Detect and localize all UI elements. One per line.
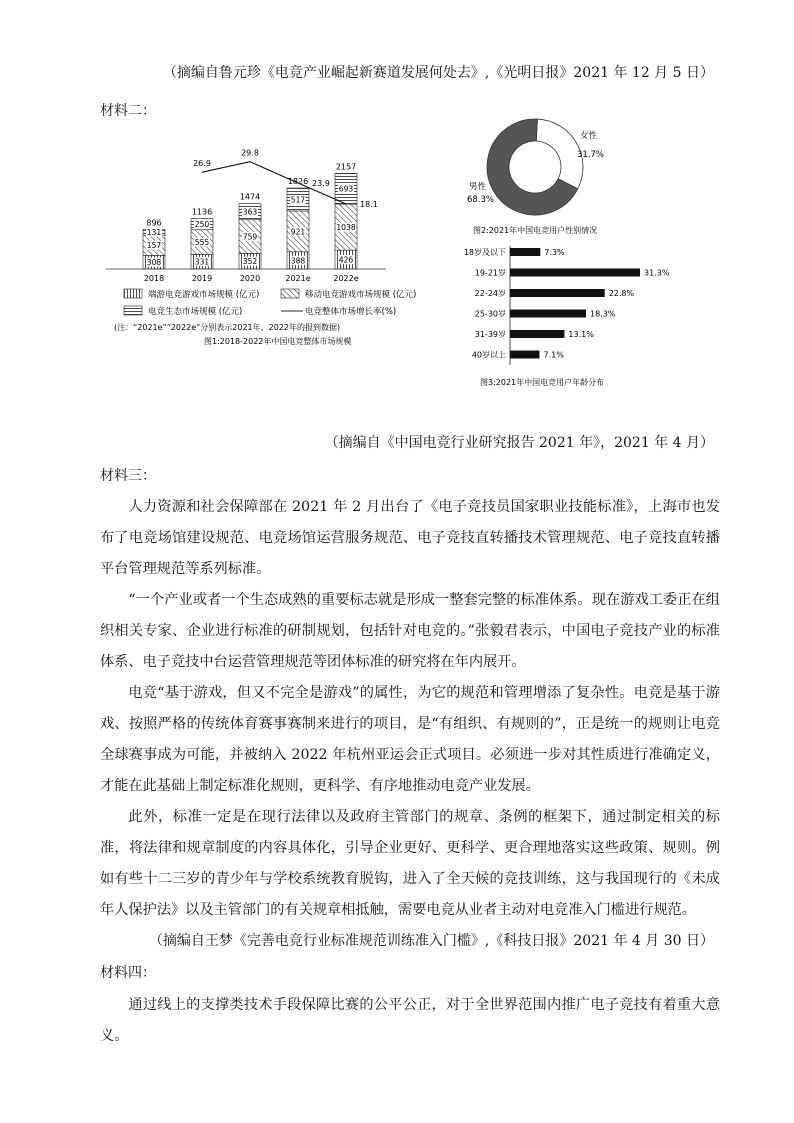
x-tick-label: 2018 <box>143 274 165 283</box>
paragraph-3: 电竞“基于游戏，但又不完全是游戏”的属性，为它的规范和管理增添了复杂性。电竞是基于游戏、按照严格的传统体育赛事赛制来进行的项目，是“有组织、有规则的”，正是统一的规则让电竞全球赛事成为可能，并被纳入 2022 年杭州亚运会正式项目。必须进一步对其性质进行准确定义，才能在此基础上制定标准化规则，更科学、有序地推动电竞产业发展。 <box>100 685 720 794</box>
paragraph-5: 通过线上的支撑类技术手段保障比赛的公平公正，对于全世界范围内推广电子竞技有着重大意义。 <box>100 997 720 1044</box>
female-value: 31.7% <box>577 150 605 160</box>
data-label: 517 <box>290 195 306 205</box>
paragraph-4: 此外，标准一定是在现行法律以及政府主管部门的规章、条例的框架下，通过制定相关的标准，将法律和规章制度的内容具体化，引导企业更好、更科学、更合理地落实这些政策、规则。例如有些十二三岁的青少年与学校系统教育脱钩，进入了全天候的竞技训练，这与我国现行的《未成年人保护法》以及主管部门的有关规章相抵触，需要电竞从业者主动对电竞准入门槛进行规范。 <box>100 809 720 918</box>
chart-3-title: 图3:2021年中国电竞用户年龄分布 <box>480 378 605 387</box>
y-tick-label: 18岁及以下 <box>463 248 506 257</box>
gender-chart <box>455 110 705 240</box>
growth-label: 18.1 <box>360 199 378 209</box>
data-label: 250 <box>194 220 210 230</box>
y-tick-label: 22-24岁 <box>474 289 506 298</box>
data-label: 1038 <box>336 223 356 233</box>
age-chart <box>440 243 710 393</box>
female-label: 女性 <box>580 131 598 141</box>
total-label: 2157 <box>335 162 357 172</box>
bar-value-label: 7.3% <box>544 248 565 257</box>
data-label: 363 <box>242 207 258 217</box>
data-label: 759 <box>242 232 258 242</box>
legend-growth: 电竞整体市场增长率(%) <box>305 307 397 317</box>
material-4-label: 材料四： <box>100 965 156 981</box>
legend-mobile: 移动电竞游戏市场规模 (亿元) <box>305 290 417 300</box>
data-label: 693 <box>338 184 354 194</box>
market-size-chart <box>96 148 446 348</box>
paragraph-2: “一个产业或者一个生态成熟的重要标志就是形成一整套完整的标准体系。现在游戏工委正在组织相关专家、企业进行标准的研制规划，包括针对电竞的。”张毅君表示，中国电子竞技产业的标准体系、电子竞技中台运营管理规范等团体标准的研究将在年内展开。 <box>100 592 720 670</box>
bar-value-label: 18.3% <box>590 309 616 319</box>
y-tick-label: 25-30岁 <box>474 309 506 319</box>
x-tick-label: 2022e <box>333 274 359 283</box>
material-2-label: 材料二： <box>100 103 156 119</box>
bar-value-label: 22.8% <box>608 289 635 298</box>
source-line-2: （摘编自《中国电竞行业研究报告 2021 年》，2021 年 4 月） <box>324 435 714 451</box>
legend-pc: 端游电竞游戏市场规模 (亿元) <box>148 290 260 300</box>
x-tick-label: 2021e <box>285 274 311 283</box>
data-label: 388 <box>290 256 306 266</box>
chart-2-title: 图2:2021年中国电竞用户性别情况 <box>473 226 598 235</box>
data-label: 352 <box>242 257 258 267</box>
total-label: 1826 <box>287 177 309 187</box>
age-bar <box>510 248 540 256</box>
pie-slice-female <box>536 119 583 189</box>
total-label: 1136 <box>191 207 213 217</box>
chart-1-title: 图1:2018-2022年中国电竞整体市场规模 <box>204 337 352 346</box>
legend-eco: 电竞生态市场规模 (亿元) <box>148 307 243 317</box>
age-bar <box>510 289 605 297</box>
data-label: 331 <box>194 257 210 267</box>
source-line-1: （摘编自鲁元珍《电竞产业崛起新赛道发展何处去》,《光明日报》2021 年 12 月 5 日） <box>162 65 714 81</box>
data-label: 921 <box>290 227 306 237</box>
male-value: 68.3% <box>467 195 495 205</box>
data-label: 555 <box>194 238 210 248</box>
material-3-label: 材料三： <box>100 468 156 484</box>
age-bar <box>510 351 539 359</box>
x-tick-label: 2019 <box>191 274 213 283</box>
y-tick-label: 19-21岁 <box>474 268 506 278</box>
x-tick-label: 2020 <box>239 274 261 283</box>
growth-label: 23.9 <box>312 178 330 188</box>
data-label: 426 <box>338 255 354 265</box>
growth-label: 29.8 <box>241 148 259 158</box>
legend-swatch-pc <box>124 289 142 298</box>
source-line-3: （摘编自王梦《完善电竞行业标准规范训练准入门槛》,《科技日报》2021 年 4 月 30 日） <box>148 933 714 949</box>
data-label: 157 <box>146 241 162 251</box>
bar-value-label: 31.3% <box>644 268 670 278</box>
y-tick-label: 40岁以上 <box>471 350 506 360</box>
chart-note: (注：“2021e”“2022e”分别表示2021年、2022年的报到数据) <box>114 323 341 332</box>
male-label: 男性 <box>469 182 487 192</box>
data-label: 308 <box>146 258 162 268</box>
legend-swatch-mobile <box>281 289 299 298</box>
bar-value-label: 7.1% <box>543 350 564 360</box>
total-label: 896 <box>146 218 162 228</box>
age-bar <box>510 269 640 277</box>
data-label: 131 <box>146 228 162 238</box>
age-bar <box>510 330 564 338</box>
paragraph-1: 人力资源和社会保障部在 2021 年 2 月出台了《电子竞技员国家职业技能标准》，上海市也发布了电竞场馆建设规范、电竞场馆运营服务规范、电子竞技直转播技术管理规范、电子竞技直转播平台管理规范等系列标准。 <box>100 499 720 577</box>
growth-label: 26.9 <box>193 159 211 169</box>
y-tick-label: 31-39岁 <box>474 330 506 339</box>
age-bar <box>510 310 586 318</box>
total-label: 1474 <box>239 192 261 202</box>
bar-value-label: 13.1% <box>568 330 594 339</box>
legend-swatch-eco <box>124 306 142 315</box>
